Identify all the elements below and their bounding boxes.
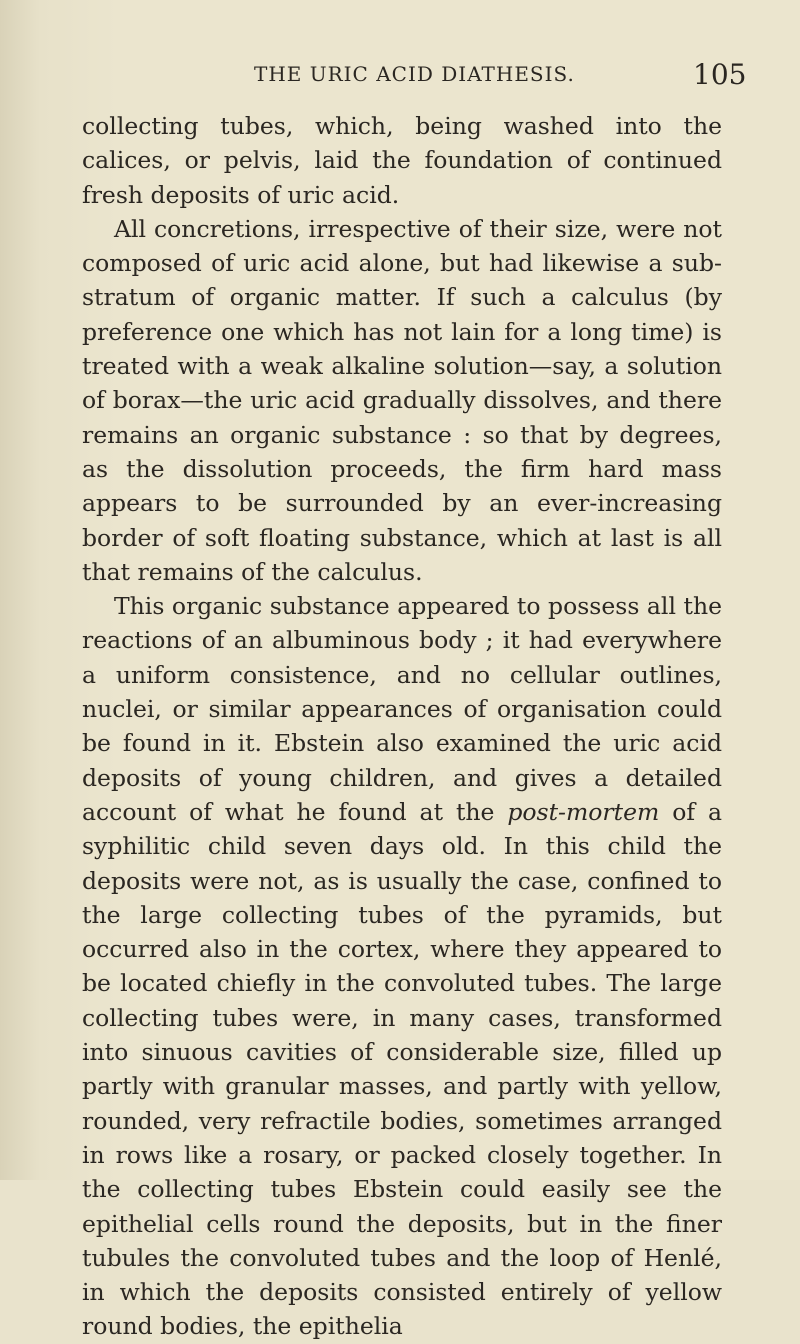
paragraph-3-text-end: of a syphilitic child seven days old. In this child the deposits were not, as is usually the case, confined to the large collecting tubes of the pyramids, but occurred also in the cortex, where they appeared to be located chiefly in the convoluted tubes. The large collecting tubes were, in many cases, transformed into sinuous cavities of considerable size, filled up partly with granular masses, and partly with yellow, rounded, very refractile bodies, sometimes arranged in rows like a rosary, or packed closely together. In the collecting tubes Ebstein could easily see the epithelial cells round the deposits, but in the finer tubules the convoluted tubes and the loop of Henlé, in which the deposits consisted entirely of yellow round bodies, the epithelia bbox=[82, 797, 722, 1341]
paragraph-1: collecting tubes, which, being washed into the calices, or pelvis, laid the foundation of continued fresh deposits of uric acid. bbox=[82, 112, 722, 209]
paragraph-3 bbox=[82, 589, 722, 1344]
paragraph-3-text-start: This organic substance appeared to possess all the reactions of an albuminous body ; it had everywhere a uniform consistence, and no cellular outlines, nuclei, or similar appearances of organisation could be found in it. Ebstein also examined the uric acid deposits of young children, and gives a detailed account of what he found at the bbox=[82, 592, 722, 826]
page-header bbox=[0, 58, 800, 98]
running-head: THE URIC ACID DIATHESIS. bbox=[254, 62, 575, 86]
body-text bbox=[82, 109, 722, 1344]
paragraph-2: All concretions, irrespective of their size, were not composed of uric acid alone, but had likewise a sub-stratum of organic matter. If such a calculus (by preference one which has not lain for a long time) is treated with a weak alkaline solution—say, a solution of borax—the uric acid gradually dissolves, and there remains an organic substance : so that by degrees, as the dissolution proceeds, the firm hard mass appears to be surrounded by an ever-increasing border of soft floating substance, which at last is all that remains of the calculus. bbox=[82, 214, 722, 586]
page-number: 105 bbox=[693, 58, 747, 91]
italic-term: post-mortem bbox=[507, 797, 660, 826]
